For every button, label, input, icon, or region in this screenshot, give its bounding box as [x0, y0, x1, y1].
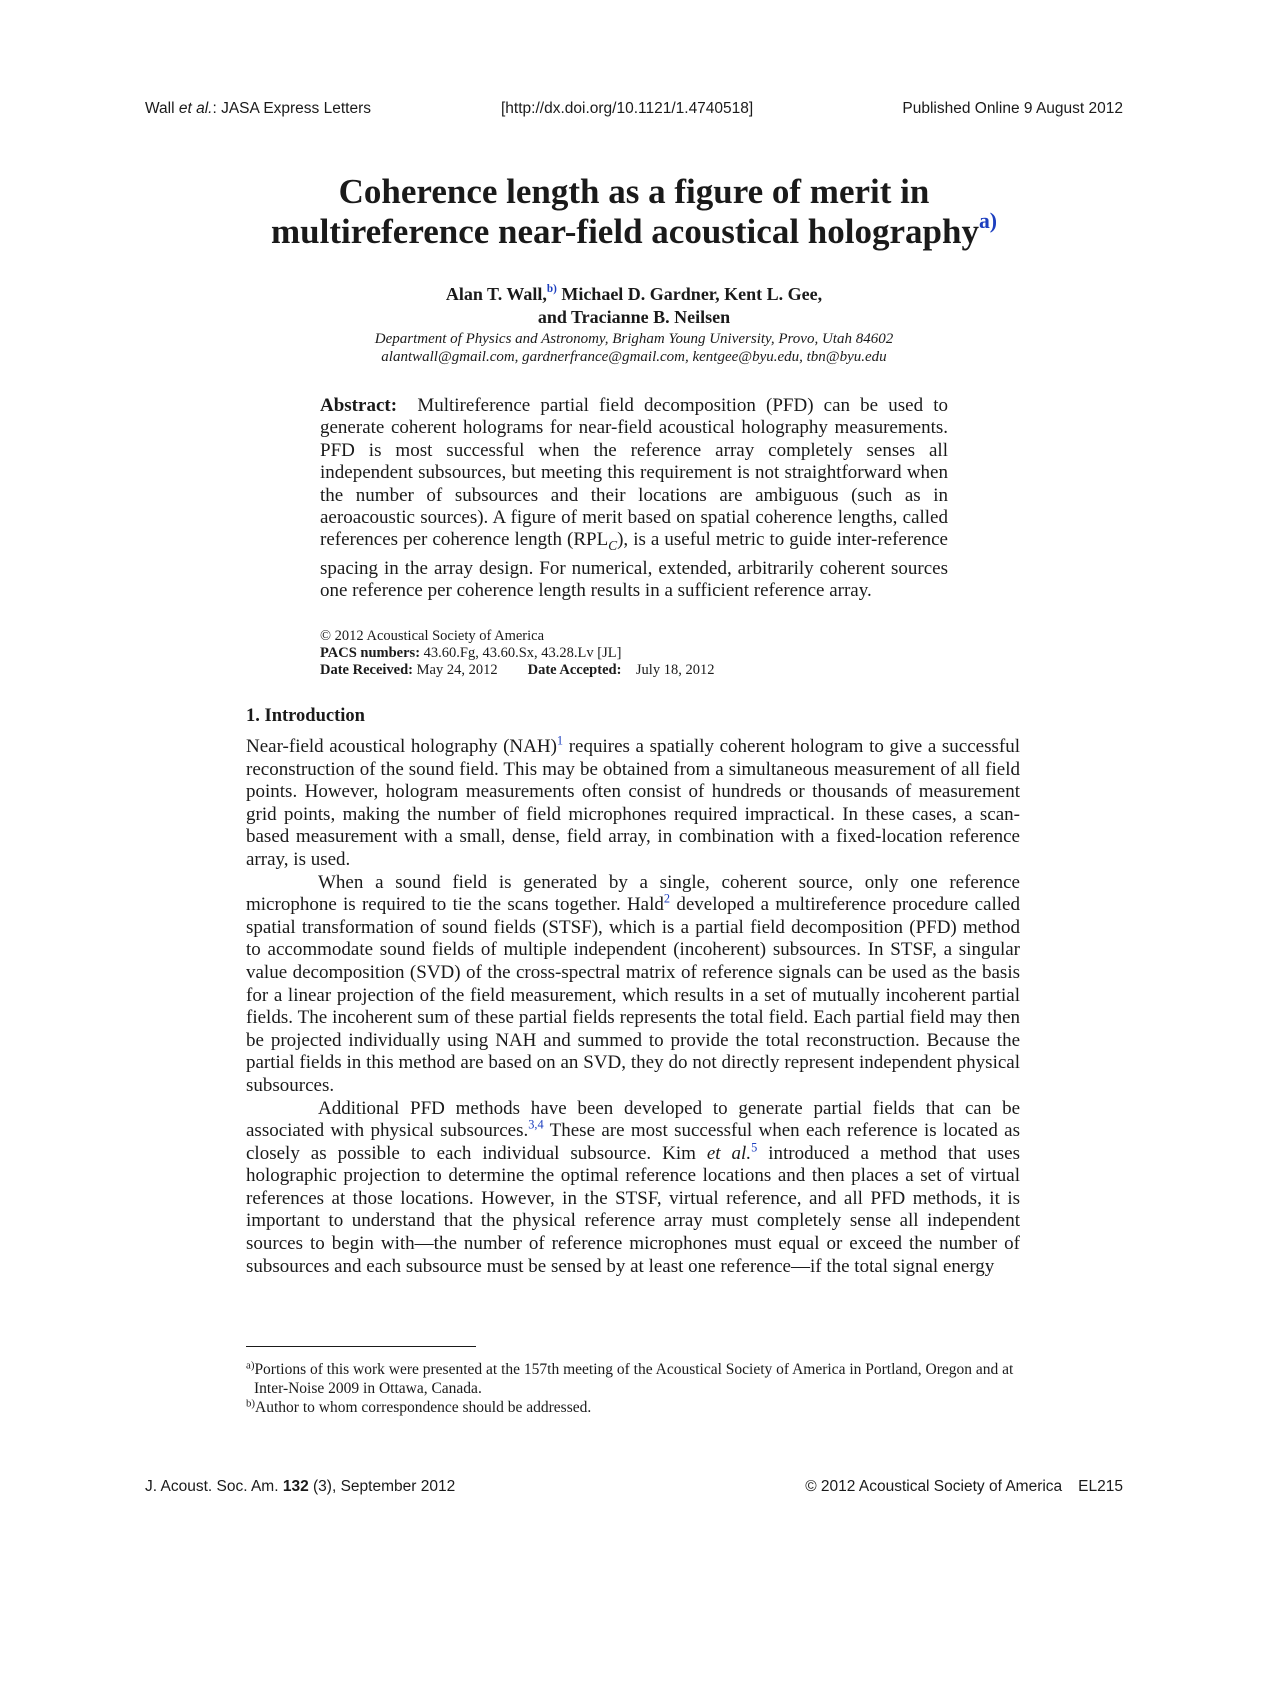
title-line-2: multireference near-field acoustical holography$^{a)}$ [270, 208, 998, 251]
section-heading: 1. Introduction [246, 706, 365, 726]
paragraph: Near-field acoustical holography (NAH)$^1$ requires a spatially coherent hologram to give a successful reconstruction of the sound field. This may be obtained from a simultaneous measurement of all field points. However, hologram measurements often consist of hundreds or thousands of measurement grid points, making the number of field microphones required impractical. In these cases, a scan-based measurement with a small, dense, field array, in combination with a fixed-location reference array, is used. [246, 733, 1020, 870]
title-footnote-link[interactable]: a) [978, 208, 998, 233]
footnote-b: $^{b)}$Author to whom correspondence should be addressed. [246, 1397, 592, 1416]
doi-link[interactable]: [http://dx.doi.org/10.1121/1.4740518] [501, 100, 754, 117]
published-date: Published Online 9 August 2012 [902, 100, 1123, 117]
footnote-a: $^{a)}$Portions of this work were presented at the 157th meeting of the Acoustical Society of America in Portland, Oregon and at Inter-Noise 2009 in Ottawa, Canada. [246, 1359, 1014, 1397]
citation-link[interactable]: 5 [751, 1140, 758, 1155]
abstract-label: Abstract: [320, 395, 398, 416]
page-number: EL215 [1078, 1478, 1123, 1495]
pacs-line: PACS numbers: 43.60.Fg, 43.60.Sx, 43.28.Lv [JL] [320, 645, 622, 661]
author-footnote-link[interactable]: b) [546, 283, 557, 296]
footer-copyright: © 2012 Acoustical Society of America EL215 [805, 1478, 1123, 1495]
running-head [145, 100, 1123, 124]
copyright-line: © 2012 Acoustical Society of America [320, 628, 545, 644]
article-metadata [320, 628, 948, 679]
author-emails: alantwall@gmail.com, gardnerfrance@gmail.com, kentgee@byu.edu, tbn@byu.edu [381, 349, 887, 365]
footnote-divider [246, 1346, 476, 1347]
author-list: Alan T. Wall,$^{b)}$ Michael D. Gardner, Kent L. Gee, and Tracianne B. Neilsen [445, 283, 823, 327]
title-line-1: Coherence length as a figure of merit in [338, 172, 930, 211]
affiliation [145, 330, 1123, 366]
footnotes [246, 1360, 1020, 1417]
body-text [246, 733, 1021, 1278]
running-head-authors: Wall et al.: JASA Express Letters [145, 100, 371, 117]
footer-citation: J. Acoust. Soc. Am. 132 (3), September 2012 [145, 1478, 456, 1495]
department: Department of Physics and Astronomy, Brigham Young University, Provo, Utah 84602 [374, 331, 894, 347]
abstract: Abstract: Multireference partial field decomposition (PFD) can be used to generate coherent holograms for near-field acoustical holography measurements. PFD is most successful when the reference array completely senses all independent subsources, but meeting this requirement is not straightforward when the number of subsources and their locations are ambiguous (such as in aeroacoustic sources). A figure of merit based on spatial coherence lengths, called references per coherence length $(RPL_C)$, is a useful metric to guide inter-reference spacing in the array design. For numerical, extended, arbitrarily coherent sources one reference per coherence length results in a sufficient reference array. [320, 395, 949, 602]
citation-link[interactable]: 1 [556, 733, 564, 748]
citation-link[interactable]: 3,4 [528, 1117, 544, 1132]
paragraph: When a sound field is generated by a single, coherent source, only one reference microphone is required to tie the scans together. Hald$^2$ developed a multireference procedure called spatial transformation of sound fields (STSF), which is a partial field decomposition (PFD) method to accommodate sound fields of multiple independent (incoherent) subsources. In STSF, a singular value decomposition (SVD) of the cross-spectral matrix of reference signals can be used as the basis for a linear projection of the field measurement, which results in a set of mutually incoherent partial fields. The incoherent sum of these partial fields represents the total field. Each partial field may then be projected individually using NAH and summed to provide the total reconstruction. Because the partial fields in this method are based on an SVD, they do not directly represent independent physical subsources. [246, 871, 1020, 1096]
paper-title [145, 172, 1123, 252]
citation-link[interactable]: 2 [663, 891, 671, 906]
paragraph: Additional PFD methods have been developed to generate partial fields that can be associated with physical subsources.$^{3,4}$ These are most successful when each reference is located as closely as possible to each individual subsource. Kim et al.$^5$ introduced a method that uses holographic projection to determine the optimal reference locations and then places a set of virtual references at those locations. However, in the STSF, virtual reference, and all PFD methods, it is important to understand that the physical reference array must completely sense all independent sources to begin with—the number of reference microphones must equal or exceed the number of subsources and each subsource must be sensed by at least one reference—if the total signal energy [246, 1097, 1021, 1277]
dates-line: Date Received: May 24, 2012 Date Accepted: July 18, 2012 [320, 662, 715, 678]
